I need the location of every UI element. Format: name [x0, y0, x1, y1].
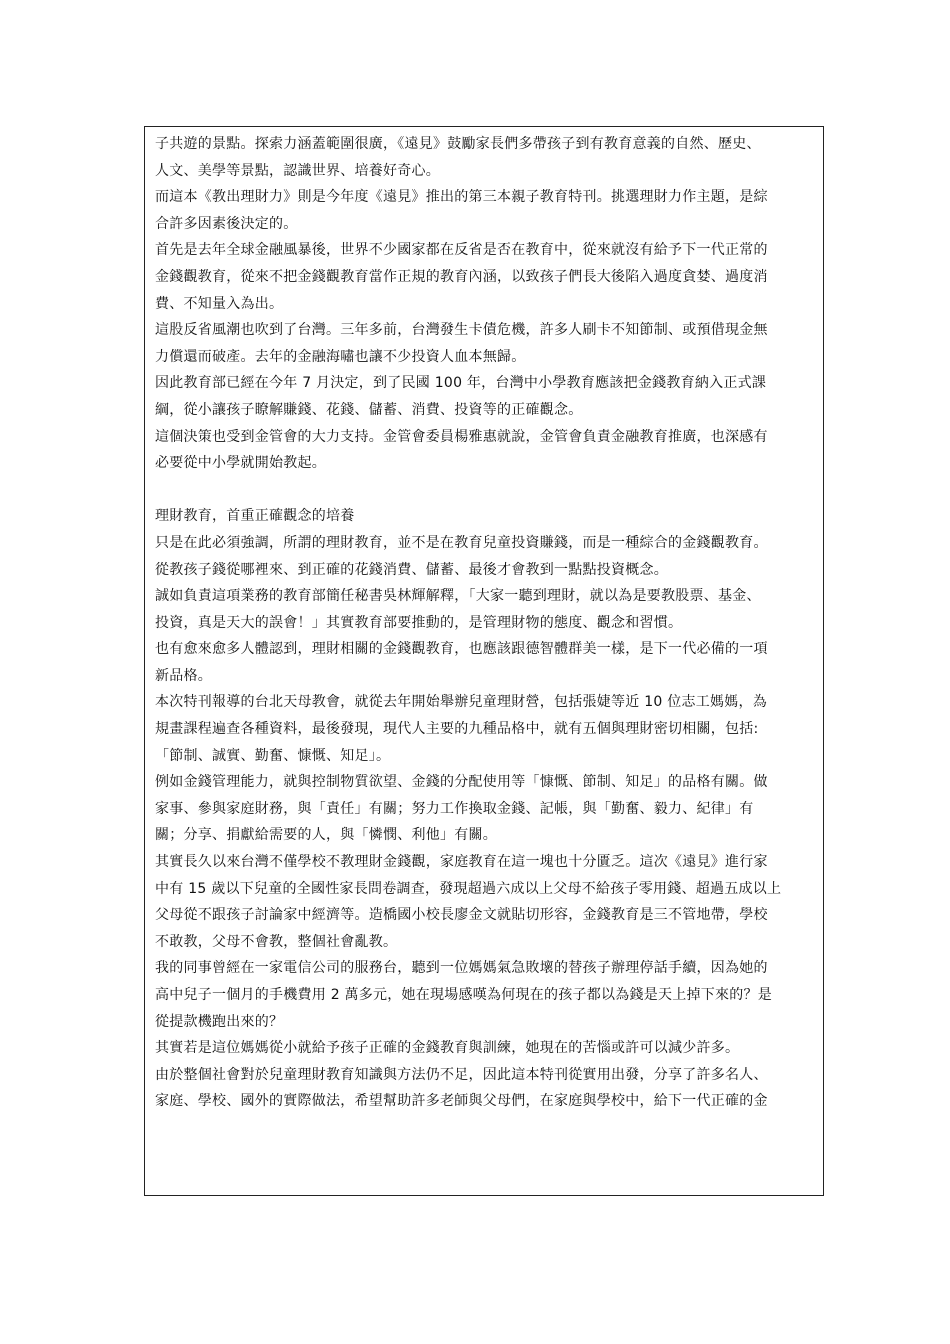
text-line: 這個決策也受到金管會的大力支持。金管會委員楊雅惠就說，金管會負責金融教育推廣，也深感有	[155, 428, 768, 445]
text-line: 而這本《教出理財力》則是今年度《遠見》推出的第三本親子教育特刊。挑選理財力作主題，是綜	[155, 189, 768, 206]
text-line: 必要從中小學就開始教起。	[155, 455, 326, 472]
text-line: 家庭、學校、國外的實際做法，希望幫助許多老師與父母們，在家庭與學校中，給下一代正確的金	[155, 1093, 768, 1110]
text-line: 新品格。	[155, 667, 212, 684]
text-line: 例如金錢管理能力，就與控制物質欲望、金錢的分配使用等「慷慨、節制、知足」的品格有關。做	[155, 774, 768, 791]
document-frame	[144, 126, 824, 1196]
paragraph-spacer	[155, 477, 820, 504]
text-line: 不敢教，父母不會教，整個社會亂教。	[155, 933, 398, 950]
text-line: 這股反省風潮也吹到了台灣。三年多前，台灣發生卡債危機，許多人刷卡不知節制、或預借現金無	[155, 322, 768, 339]
text-line: 父母從不跟孩子討論家中經濟等。造橋國小校長廖金文就貼切形容，金錢教育是三不管地帶，學校	[155, 907, 768, 924]
text-line: 費、不知量入為出。	[155, 295, 284, 312]
text-line: 由於整個社會對於兒童理財教育知識與方法仍不足，因此這本特刊從實用出發，分享了許多名人、	[155, 1066, 768, 1083]
text-line: 合許多因素後決定的。	[155, 215, 298, 232]
text-line: 子共遊的景點。探索力涵蓋範圍很廣，《遠見》鼓勵家長們多帶孩子到有教育意義的自然、歷史、	[155, 136, 761, 152]
text-line: 本次特刊報導的台北天母教會，就從去年開始舉辦兒童理財營，包括張婕等近 10 位志工媽媽，為	[155, 694, 767, 711]
text-line: 首先是去年全球金融風暴後，世界不少國家都在反省是否在教育中，從來就沒有給予下一代正常的	[155, 242, 768, 259]
text-line: 誠如負責這項業務的教育部簡任秘書吳林輝解釋，「大家一聽到理財，就以為是要教股票、基金、	[155, 588, 761, 605]
text-line: 我的同事曾經在一家電信公司的服務台，聽到一位媽媽氣急敗壞的替孩子辦理停話手續，因為她的	[155, 960, 768, 977]
text-line: 投資，真是天大的誤會！」其實教育部要推動的，是管理財物的態度、觀念和習慣。	[155, 614, 683, 631]
text-line: 規畫課程遍查各種資料，最後發現，現代人主要的九種品格中，就有五個與理財密切相關，包括:	[155, 721, 759, 738]
text-line: 「節制、誠實、勤奮、慷慨、知足」。	[155, 747, 391, 764]
text-line: 從提款機跑出來的？	[155, 1013, 284, 1030]
text-line: 因此教育部已經在今年 7 月決定，到了民國 100 年，台灣中小學教育應該把金錢教育納入正式課	[155, 375, 767, 392]
text-line: 中有 15 歲以下兒童的全國性家長問卷調查，發現超過六成以上父母不給孩子零用錢、超過五成以上	[155, 880, 782, 897]
text-line: 其實長久以來台灣不僅學校不教理財金錢觀，家庭教育在這一塊也十分匱乏。這次《遠見》進行家	[155, 854, 768, 871]
text-line: 人文、美學等景點，認識世界、培養好奇心。	[155, 162, 440, 179]
text-line: 只是在此必須強調，所謂的理財教育，並不是在教育兒童投資賺錢，而是一種綜合的金錢觀教育。	[155, 534, 768, 551]
document-body	[155, 131, 820, 1142]
text-line: 力償還而破產。去年的金融海嘯也讓不少投資人血本無歸。	[155, 348, 526, 365]
text-line: 從教孩子錢從哪裡來、到正確的花錢消費、儲蓄、最後才會教到一點點投資概念。	[155, 561, 668, 578]
text-line: 關；分享、捐獻給需要的人，與「憐憫、利他」有關。	[155, 827, 497, 844]
text-line: 金錢觀教育，從來不把金錢觀教育當作正規的教育內涵，以致孩子們長大後陷入過度貪婪、過度消	[155, 268, 768, 285]
text-line: 其實若是這位媽媽從小就給予孩子正確的金錢教育與訓練，她現在的苦惱或許可以減少許多。	[155, 1040, 740, 1057]
text-line: 綱，從小讓孩子瞭解賺錢、花錢、儲蓄、消費、投資等的正確觀念。	[155, 401, 583, 418]
text-line	[155, 1115, 820, 1142]
text-line: 家事、參與家庭財務，與「責任」有關；努力工作換取金錢、記帳，與「勤奮、毅力、紀律」有	[155, 800, 754, 817]
text-line: 也有愈來愈多人體認到，理財相關的金錢觀教育，也應該跟德智體群美一樣，是下一代必備的一項	[155, 641, 768, 658]
section-heading: 理財教育，首重正確觀念的培養	[155, 508, 355, 525]
text-line: 高中兒子一個月的手機費用 2 萬多元，她在現場感嘆為何現在的孩子都以為錢是天上掉下來的？是	[155, 987, 773, 1003]
